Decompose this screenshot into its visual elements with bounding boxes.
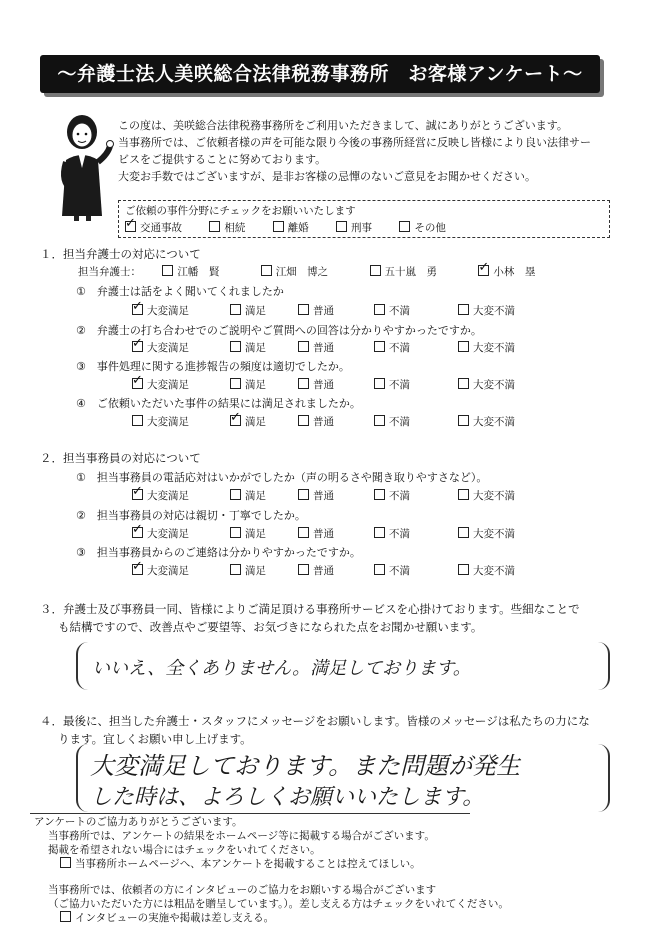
staff-illustration bbox=[52, 112, 114, 222]
rating-option[interactable] bbox=[458, 526, 515, 541]
checkbox[interactable] bbox=[298, 378, 309, 389]
rating-option[interactable] bbox=[298, 377, 334, 392]
rating-label: 大変不満 bbox=[473, 490, 515, 502]
footer-thanks: アンケートのご協力ありがとうございます。 bbox=[34, 816, 243, 828]
rating-label: 普通 bbox=[313, 416, 334, 428]
rating-label: 不満 bbox=[389, 379, 410, 391]
footer-option[interactable]: 当事務所ホームページへ、本アンケートを掲載することは控えてほしい。 bbox=[34, 857, 509, 871]
checkbox[interactable] bbox=[230, 341, 241, 352]
lawyer-row bbox=[78, 264, 535, 279]
rating-label: 大変不満 bbox=[473, 565, 515, 577]
checkbox[interactable] bbox=[261, 265, 272, 276]
case-type-option[interactable]: その他 bbox=[399, 222, 446, 234]
rating-label: 普通 bbox=[313, 490, 334, 502]
lawyer-option[interactable]: 江幡 賢 bbox=[162, 266, 219, 278]
rating-option[interactable] bbox=[298, 563, 334, 578]
checkbox[interactable] bbox=[336, 221, 347, 232]
checkbox[interactable] bbox=[209, 221, 220, 232]
survey-title: ～弁護士法人美咲総合法律税務事務所 お客様アンケート～ bbox=[40, 55, 600, 93]
footer-line: 掲載を希望されない場合にはチェックをいれてください。 bbox=[48, 844, 321, 856]
section-2-title: ２．担当事務員の対応について bbox=[40, 451, 201, 465]
checkbox[interactable] bbox=[374, 415, 385, 426]
rating-label: 不満 bbox=[389, 565, 410, 577]
rating-option[interactable] bbox=[458, 340, 515, 355]
rating-label: 不満 bbox=[389, 490, 410, 502]
rating-label: 普通 bbox=[313, 379, 334, 391]
section-3-answer: いいえ、全くありません。満足しております。 bbox=[92, 658, 471, 679]
checkbox[interactable] bbox=[298, 415, 309, 426]
rating-label: 満足 bbox=[245, 379, 266, 391]
checkbox[interactable] bbox=[374, 564, 385, 575]
rating-option[interactable] bbox=[230, 488, 266, 503]
checkbox[interactable] bbox=[458, 527, 469, 538]
rating-label: 大変不満 bbox=[473, 342, 515, 354]
checkbox[interactable] bbox=[458, 489, 469, 500]
rating-option[interactable] bbox=[374, 303, 410, 318]
checkbox[interactable] bbox=[458, 341, 469, 352]
rating-label: 大変満足 bbox=[147, 379, 189, 391]
rating-option[interactable] bbox=[458, 414, 515, 429]
rating-option[interactable] bbox=[132, 377, 189, 392]
checkbox[interactable] bbox=[132, 415, 143, 426]
rating-option[interactable] bbox=[298, 526, 334, 541]
section-4-line: ります。宜しくお願い申し上げます。 bbox=[58, 732, 252, 746]
checkbox[interactable] bbox=[230, 489, 241, 500]
section-1-title: １．担当弁護士の対応について bbox=[40, 247, 201, 261]
checkbox[interactable] bbox=[458, 564, 469, 575]
rating-option[interactable] bbox=[374, 340, 410, 355]
footer-option[interactable]: インタビューの実施や掲載は差し支える。 bbox=[34, 911, 509, 925]
rating-label: 満足 bbox=[245, 305, 266, 317]
rating-label: 普通 bbox=[313, 528, 334, 540]
checkbox[interactable] bbox=[230, 564, 241, 575]
rating-label: 普通 bbox=[313, 565, 334, 577]
rating-label: 満足 bbox=[245, 416, 266, 428]
footer-line: 当事務所では、依頼者の方にインタビューのご協力をお願いする場合がございます bbox=[48, 884, 437, 896]
rating-option[interactable] bbox=[132, 488, 189, 503]
checkbox-checked[interactable] bbox=[132, 489, 143, 500]
rating-option[interactable] bbox=[458, 377, 515, 392]
rating-option[interactable] bbox=[230, 563, 266, 578]
checkbox[interactable] bbox=[60, 857, 71, 868]
footer-divider bbox=[30, 813, 470, 814]
checkbox[interactable] bbox=[370, 265, 381, 276]
case-type-option[interactable]: ✓交通事故 bbox=[125, 222, 182, 234]
intro-line: ビスをご提供することに努めております。 bbox=[118, 153, 327, 166]
rating-label: 大変不満 bbox=[473, 379, 515, 391]
rating-option[interactable] bbox=[230, 340, 266, 355]
checkbox[interactable] bbox=[230, 527, 241, 538]
rating-label: 不満 bbox=[389, 305, 410, 317]
rating-label: 大変満足 bbox=[147, 490, 189, 502]
rating-label: 大変不満 bbox=[473, 528, 515, 540]
case-type-option[interactable]: 離婚 bbox=[273, 222, 309, 234]
checkbox[interactable] bbox=[458, 378, 469, 389]
question: ② 担当事務員の対応は親切・丁寧でしたか。 bbox=[76, 509, 306, 522]
section-3-line: ３．弁護士及び事務員一同、皆様によりご満足頂ける事務所サービスを心掛けております。些細なことで bbox=[40, 602, 580, 616]
case-type-heading: ご依頼の事件分野にチェックをお願いいたします bbox=[125, 205, 356, 217]
rating-option[interactable] bbox=[132, 303, 189, 318]
rating-label: 大変満足 bbox=[147, 565, 189, 577]
checkbox[interactable] bbox=[298, 489, 309, 500]
section-4-text bbox=[40, 712, 590, 748]
rating-option[interactable] bbox=[230, 414, 266, 429]
question: ② 弁護士の打ち合わせでのご説明やご質問への回答は分かりやすかったですか。 bbox=[76, 324, 482, 337]
footer-line: （ご協力いただいた方には粗品を贈呈しています。）。差し支える方はチェックをいれてください。 bbox=[48, 898, 509, 910]
rating-option[interactable] bbox=[132, 340, 189, 355]
footer-line: 当事務所では、アンケートの結果をホームページ等に掲載する場合がございます。 bbox=[48, 830, 435, 842]
checkbox-checked[interactable] bbox=[132, 341, 143, 352]
question: ① 担当事務員の電話応対はいかがでしたか（声の明るさや聞き取りやすさなど）。 bbox=[76, 471, 488, 484]
question: ④ ご依頼いただいた事件の結果には満足されましたか。 bbox=[76, 397, 361, 410]
case-type-option[interactable]: 刑事 bbox=[336, 222, 372, 234]
rating-option[interactable] bbox=[230, 303, 266, 318]
rating-label: 大変不満 bbox=[473, 416, 515, 428]
checkbox[interactable] bbox=[374, 378, 385, 389]
section-3-text bbox=[40, 600, 580, 636]
rating-option[interactable] bbox=[458, 303, 515, 318]
section-3-line: も結構ですので、改善点やご要望等、お気づきになられた点をお聞かせ願います。 bbox=[58, 620, 483, 634]
section-4-answer-box[interactable] bbox=[76, 744, 610, 812]
checkbox[interactable] bbox=[298, 341, 309, 352]
rating-option[interactable] bbox=[298, 303, 334, 318]
footer-block bbox=[34, 815, 509, 925]
rating-option[interactable] bbox=[230, 526, 266, 541]
checkbox[interactable] bbox=[399, 221, 410, 232]
checkbox[interactable] bbox=[298, 564, 309, 575]
lawyer-option[interactable]: 江畑 博之 bbox=[261, 266, 329, 278]
rating-option[interactable] bbox=[374, 488, 410, 503]
checkbox-checked[interactable] bbox=[132, 527, 143, 538]
rating-option[interactable] bbox=[132, 526, 189, 541]
checkbox[interactable] bbox=[230, 304, 241, 315]
rating-label: 満足 bbox=[245, 528, 266, 540]
question: ③ 担当事務員からのご連絡は分かりやすかったですか。 bbox=[76, 546, 361, 559]
checkbox-checked[interactable] bbox=[132, 378, 143, 389]
checkbox[interactable] bbox=[374, 527, 385, 538]
lawyer-option[interactable]: ✓ 小林 塁 bbox=[478, 266, 535, 278]
rating-label: 大変不満 bbox=[473, 305, 515, 317]
checkbox-checked[interactable] bbox=[132, 564, 143, 575]
case-type-box bbox=[118, 200, 610, 238]
rating-label: 大変満足 bbox=[147, 416, 189, 428]
checkbox[interactable] bbox=[60, 911, 71, 922]
checkbox[interactable] bbox=[162, 265, 173, 276]
checkbox-checked[interactable] bbox=[132, 304, 143, 315]
rating-label: 満足 bbox=[245, 342, 266, 354]
checkbox[interactable] bbox=[374, 304, 385, 315]
rating-label: 普通 bbox=[313, 342, 334, 354]
rating-option[interactable] bbox=[132, 563, 189, 578]
section-3-answer-box[interactable] bbox=[76, 642, 610, 690]
lawyer-label: 担当弁護士： bbox=[78, 266, 141, 278]
intro-text bbox=[118, 117, 618, 185]
rating-option[interactable] bbox=[230, 377, 266, 392]
rating-label: 不満 bbox=[389, 342, 410, 354]
checkbox[interactable] bbox=[273, 221, 284, 232]
checkbox[interactable] bbox=[458, 304, 469, 315]
checkbox[interactable] bbox=[298, 527, 309, 538]
rating-label: 満足 bbox=[245, 565, 266, 577]
rating-option[interactable] bbox=[458, 563, 515, 578]
rating-label: 不満 bbox=[389, 528, 410, 540]
rating-option[interactable] bbox=[298, 488, 334, 503]
section-4-answer-line: 大変満足しております。また問題が発生 bbox=[90, 752, 521, 780]
rating-label: 大変満足 bbox=[147, 342, 189, 354]
checkbox[interactable] bbox=[298, 304, 309, 315]
rating-option[interactable] bbox=[298, 414, 334, 429]
checkbox-checked[interactable] bbox=[230, 415, 241, 426]
rating-option[interactable] bbox=[374, 377, 410, 392]
checkbox[interactable] bbox=[458, 415, 469, 426]
rating-option[interactable] bbox=[374, 414, 410, 429]
rating-label: 普通 bbox=[313, 305, 334, 317]
rating-label: 満足 bbox=[245, 490, 266, 502]
question: ① 弁護士は話をよく聞いてくれましたか bbox=[76, 285, 284, 298]
checkbox-checked[interactable] bbox=[478, 265, 489, 276]
rating-option[interactable] bbox=[298, 340, 334, 355]
intro-line: この度は、美咲総合法律税務事務所をご利用いただきまして、誠にありがとうございます。 bbox=[118, 119, 568, 132]
rating-label: 不満 bbox=[389, 416, 410, 428]
checkbox[interactable] bbox=[230, 378, 241, 389]
section-4-line: ４．最後に、担当した弁護士・スタッフにメッセージをお願いします。皆様のメッセージは私たちの力にな bbox=[40, 714, 590, 728]
intro-line: 当事務所では、ご依頼者様の声を可能な限り今後の事務所経営に反映し皆様により良い法律サー bbox=[118, 136, 591, 149]
question: ③ 事件処理に関する進捗報告の頻度は適切でしたか。 bbox=[76, 360, 350, 373]
checkbox-checked[interactable] bbox=[125, 221, 136, 232]
rating-option[interactable] bbox=[374, 526, 410, 541]
rating-option[interactable] bbox=[374, 563, 410, 578]
checkbox[interactable] bbox=[374, 489, 385, 500]
intro-line: 大変お手数ではございますが、是非お客様の忌憚のないご意見をお聞かせください。 bbox=[118, 170, 536, 183]
rating-option[interactable] bbox=[458, 488, 515, 503]
section-4-answer-line: した時は、よろしくお願いいたします。 bbox=[90, 785, 485, 810]
rating-option[interactable] bbox=[132, 414, 189, 429]
rating-label: 大変満足 bbox=[147, 528, 189, 540]
lawyer-option[interactable]: 五十嵐 勇 bbox=[370, 266, 438, 278]
checkbox[interactable] bbox=[374, 341, 385, 352]
case-type-option[interactable]: 相続 bbox=[209, 222, 245, 234]
rating-label: 大変満足 bbox=[147, 305, 189, 317]
case-type-options bbox=[125, 220, 470, 235]
